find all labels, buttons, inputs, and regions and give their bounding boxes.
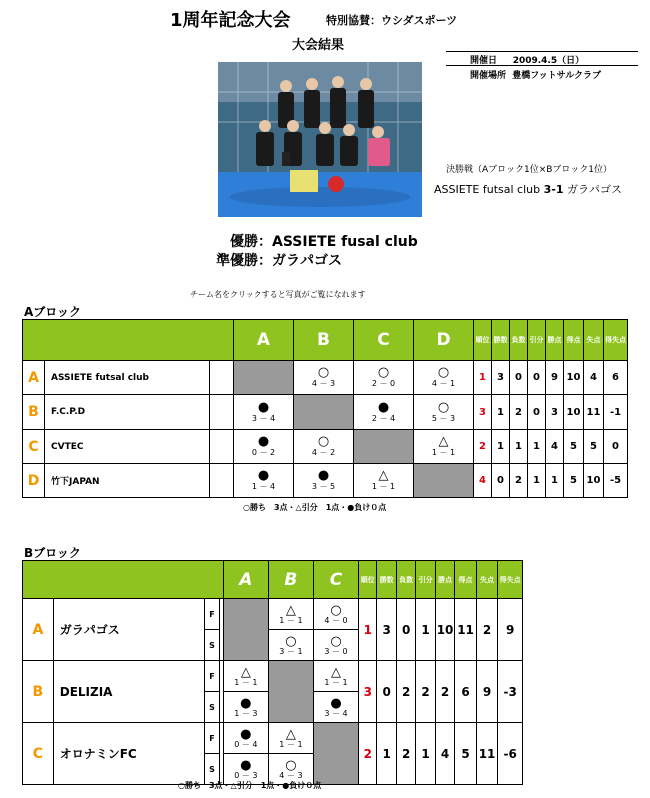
self-match-cell bbox=[414, 464, 474, 498]
block-b-col-a: A bbox=[223, 561, 268, 599]
match-result bbox=[314, 692, 358, 722]
date-value: 2009.4.5（日） bbox=[512, 56, 585, 66]
stat-cell: 10 bbox=[564, 361, 584, 395]
block-b-stat-header: 順位 bbox=[359, 561, 377, 599]
block-a-stat-header: 順位 bbox=[474, 320, 492, 361]
stat-cell: 6 bbox=[604, 361, 628, 395]
match-result-cell bbox=[234, 464, 294, 498]
block-b-stat-header: 勝数 bbox=[377, 561, 396, 599]
match-result bbox=[269, 599, 313, 629]
match-result-cell bbox=[414, 361, 474, 395]
self-match-cell bbox=[354, 430, 414, 464]
match-result bbox=[294, 366, 353, 388]
match-result-cell bbox=[414, 395, 474, 430]
click-note: チーム名をクリックすると写真がご覧になれます bbox=[190, 290, 366, 299]
date-label: 開催日 bbox=[470, 56, 498, 66]
match-result-cell bbox=[294, 361, 354, 395]
stat-cell: 2 bbox=[359, 723, 377, 785]
info-rule-mid bbox=[446, 65, 638, 66]
sponsor-text: 特別協賛：ウシダスポーツ bbox=[326, 14, 458, 27]
match-result-cell bbox=[268, 723, 313, 754]
block-a-col-c: C bbox=[354, 320, 414, 361]
block-a-col-d: D bbox=[414, 320, 474, 361]
match-result bbox=[224, 723, 268, 753]
team-name-link[interactable]: DELIZIA bbox=[53, 661, 205, 723]
stat-cell: -1 bbox=[604, 395, 628, 430]
result-symbol: ● bbox=[257, 468, 270, 484]
spacer-cell bbox=[210, 464, 234, 498]
stat-cell: 1 bbox=[416, 723, 435, 785]
match-score: 1 － 1 bbox=[431, 448, 456, 458]
stat-cell: 1 bbox=[510, 430, 528, 464]
stat-cell: 9 bbox=[546, 361, 564, 395]
match-score: 4 － 0 bbox=[324, 615, 348, 625]
match-score: 1 － 1 bbox=[324, 677, 348, 687]
team-letter: C bbox=[23, 723, 54, 785]
stat-cell: 0 bbox=[492, 464, 510, 498]
match-score: 1 － 3 bbox=[234, 708, 258, 718]
match-result bbox=[224, 692, 268, 722]
stat-cell: 2 bbox=[476, 599, 498, 661]
table-row bbox=[23, 661, 523, 692]
result-symbol: ○ bbox=[317, 365, 330, 381]
block-a-legend: ○勝ち 3点・△引分 1点・●負け０点 bbox=[243, 503, 387, 512]
match-score: 2 － 4 bbox=[371, 413, 396, 423]
stat-cell: 3 bbox=[377, 599, 396, 661]
match-result bbox=[224, 661, 268, 691]
stat-cell: 4 bbox=[435, 723, 454, 785]
match-result-cell bbox=[223, 692, 268, 723]
block-b-stat-header: 得点 bbox=[455, 561, 477, 599]
match-result-cell bbox=[354, 361, 414, 395]
result-symbol: ● bbox=[257, 434, 270, 450]
block-a-stat-header: 失点 bbox=[584, 320, 604, 361]
match-score: 3 － 4 bbox=[251, 413, 276, 423]
info-rule-top bbox=[446, 51, 638, 52]
result-symbol: ● bbox=[377, 399, 390, 415]
stat-cell: 1 bbox=[528, 430, 546, 464]
self-match-cell bbox=[268, 661, 313, 723]
block-b-header-blank bbox=[23, 561, 224, 599]
team-name-link[interactable]: F.C.P.D bbox=[45, 395, 210, 430]
team-name-link[interactable]: ASSIETE futsal club bbox=[45, 361, 210, 395]
result-symbol: △ bbox=[330, 664, 341, 680]
stat-cell: 5 bbox=[584, 430, 604, 464]
s-label: S bbox=[205, 754, 219, 785]
self-match-cell bbox=[294, 395, 354, 430]
result-symbol: ○ bbox=[437, 365, 450, 381]
result-symbol: △ bbox=[285, 726, 296, 742]
table-row bbox=[23, 599, 523, 630]
match-result bbox=[234, 401, 293, 423]
team-letter: A bbox=[23, 599, 54, 661]
match-result bbox=[354, 366, 413, 388]
result-symbol: ● bbox=[240, 695, 252, 711]
result-symbol: ● bbox=[330, 695, 342, 711]
block-a-header-row bbox=[23, 320, 628, 361]
match-result-cell bbox=[313, 692, 358, 723]
stat-cell: 4 bbox=[474, 464, 492, 498]
block-b-legend: ○勝ち 3点・△引分 1点・●負け０点 bbox=[178, 781, 322, 790]
stat-cell: 2 bbox=[510, 395, 528, 430]
stat-cell: 10 bbox=[564, 395, 584, 430]
team-letter: B bbox=[23, 395, 45, 430]
result-symbol: ○ bbox=[317, 434, 330, 450]
match-score: 4 － 3 bbox=[279, 770, 303, 780]
stat-cell: 0 bbox=[510, 361, 528, 395]
match-score: 2 － 0 bbox=[371, 379, 396, 389]
block-a-stat-header: 得点 bbox=[564, 320, 584, 361]
block-b-col-b: B bbox=[268, 561, 313, 599]
stat-cell: -3 bbox=[498, 661, 523, 723]
match-result-cell bbox=[234, 395, 294, 430]
match-score: 4 － 1 bbox=[431, 379, 456, 389]
stat-cell: 0 bbox=[528, 395, 546, 430]
match-result-cell bbox=[414, 430, 474, 464]
stat-cell: 1 bbox=[377, 723, 396, 785]
match-score: 0 － 2 bbox=[251, 448, 276, 458]
match-result bbox=[414, 435, 473, 457]
match-result bbox=[294, 469, 353, 491]
table-row bbox=[23, 723, 523, 754]
match-result bbox=[314, 661, 358, 691]
stat-cell: 1 bbox=[359, 599, 377, 661]
spacer-cell bbox=[210, 361, 234, 395]
stat-cell: 2 bbox=[416, 661, 435, 723]
block-b-header-row bbox=[23, 561, 523, 599]
stat-cell: 1 bbox=[474, 361, 492, 395]
match-result-cell bbox=[223, 661, 268, 692]
f-label: F bbox=[205, 723, 219, 754]
match-score: 1 － 1 bbox=[234, 677, 258, 687]
match-score: 3 － 4 bbox=[324, 708, 348, 718]
block-b-table bbox=[22, 560, 523, 785]
match-score: 0 － 4 bbox=[234, 739, 258, 749]
team-name-link[interactable]: オロナミンFC bbox=[53, 723, 205, 785]
result-symbol: △ bbox=[438, 434, 449, 450]
final-score: 3-1 bbox=[543, 183, 564, 196]
stat-cell: 2 bbox=[435, 661, 454, 723]
table-row bbox=[23, 464, 628, 498]
block-b-stat-header: 負数 bbox=[396, 561, 415, 599]
stat-cell: 2 bbox=[396, 661, 415, 723]
block-b-col-c: C bbox=[313, 561, 358, 599]
result-symbol: ○ bbox=[285, 633, 297, 649]
match-result-cell bbox=[268, 630, 313, 661]
stat-cell: 2 bbox=[396, 723, 415, 785]
match-result bbox=[314, 599, 358, 629]
match-result bbox=[414, 401, 473, 423]
table-row bbox=[23, 430, 628, 464]
match-result-cell bbox=[234, 430, 294, 464]
team-letter: C bbox=[23, 430, 45, 464]
stat-cell: 3 bbox=[359, 661, 377, 723]
stat-cell: 1 bbox=[528, 464, 546, 498]
stat-cell: 11 bbox=[476, 723, 498, 785]
stat-cell: 0 bbox=[604, 430, 628, 464]
spacer-cell bbox=[210, 430, 234, 464]
match-score: 1 － 4 bbox=[251, 482, 276, 492]
result-symbol: ● bbox=[240, 726, 252, 742]
self-match-cell bbox=[223, 599, 268, 661]
stat-cell: 0 bbox=[377, 661, 396, 723]
match-result bbox=[354, 469, 413, 491]
stat-cell: 2 bbox=[474, 430, 492, 464]
match-result bbox=[314, 630, 358, 660]
match-score: 0 － 3 bbox=[234, 770, 258, 780]
block-b-stat-header: 引分 bbox=[416, 561, 435, 599]
stat-cell: 1 bbox=[492, 395, 510, 430]
stat-cell: 0 bbox=[396, 599, 415, 661]
match-score: 1 － 1 bbox=[371, 482, 396, 492]
team-letter: A bbox=[23, 361, 45, 395]
match-result bbox=[269, 630, 313, 660]
match-score: 1 － 1 bbox=[279, 615, 303, 625]
block-b-stat-header: 失点 bbox=[476, 561, 498, 599]
match-result-cell bbox=[223, 723, 268, 754]
match-score: 4 － 3 bbox=[311, 379, 336, 389]
final-match-result bbox=[434, 181, 622, 197]
table-row bbox=[23, 395, 628, 430]
runner-up-text: 準優勝：ガラパゴス bbox=[216, 253, 342, 269]
block-a-stat-header: 負数 bbox=[510, 320, 528, 361]
stat-cell: 4 bbox=[584, 361, 604, 395]
match-result-cell bbox=[313, 661, 358, 692]
block-a-stat-header: 勝点 bbox=[546, 320, 564, 361]
stat-cell: 5 bbox=[455, 723, 477, 785]
block-a-table bbox=[22, 319, 628, 498]
match-score: 4 － 2 bbox=[311, 448, 336, 458]
stat-cell: 5 bbox=[564, 430, 584, 464]
page-title: 1周年記念大会 bbox=[170, 10, 291, 31]
match-result bbox=[234, 435, 293, 457]
result-symbol: ○ bbox=[330, 633, 342, 649]
team-letter: B bbox=[23, 661, 54, 723]
f-label: F bbox=[205, 599, 219, 630]
match-result bbox=[269, 723, 313, 753]
stat-cell: 1 bbox=[546, 464, 564, 498]
venue-value: 豊橋フットサルクラブ bbox=[512, 71, 602, 81]
match-result bbox=[234, 469, 293, 491]
team-photo-illustration bbox=[218, 62, 422, 217]
result-symbol: ○ bbox=[377, 365, 390, 381]
result-title: 大会結果 bbox=[292, 38, 345, 53]
block-a-col-a: A bbox=[234, 320, 294, 361]
table-row bbox=[23, 361, 628, 395]
result-symbol: ○ bbox=[330, 602, 342, 618]
match-result-cell bbox=[294, 464, 354, 498]
match-result bbox=[354, 401, 413, 423]
stat-cell: 11 bbox=[455, 599, 477, 661]
stat-cell: 1 bbox=[416, 599, 435, 661]
result-symbol: ● bbox=[240, 757, 252, 773]
match-result-cell bbox=[294, 430, 354, 464]
venue-label: 開催場所 bbox=[470, 71, 507, 81]
block-a-title: Aブロック bbox=[24, 305, 82, 319]
match-score: 3 － 5 bbox=[311, 482, 336, 492]
stat-cell: 11 bbox=[584, 395, 604, 430]
block-b-stat-header: 勝点 bbox=[435, 561, 454, 599]
stat-cell: 0 bbox=[528, 361, 546, 395]
stat-cell: -5 bbox=[604, 464, 628, 498]
match-score: 3 － 1 bbox=[279, 646, 303, 656]
venue-info bbox=[470, 68, 601, 81]
stat-cell: -6 bbox=[498, 723, 523, 785]
match-score: 3 － 0 bbox=[324, 646, 348, 656]
stat-cell: 4 bbox=[546, 430, 564, 464]
stat-cell: 3 bbox=[474, 395, 492, 430]
final-team-b: ガラパゴス bbox=[566, 183, 622, 196]
stat-cell: 9 bbox=[476, 661, 498, 723]
block-a-col-b: B bbox=[294, 320, 354, 361]
result-symbol: ○ bbox=[437, 399, 450, 415]
s-label: S bbox=[205, 630, 219, 661]
stat-cell: 9 bbox=[498, 599, 523, 661]
result-symbol: △ bbox=[378, 468, 389, 484]
block-a-header-blank bbox=[23, 320, 234, 361]
stat-cell: 1 bbox=[492, 430, 510, 464]
match-score: 5 － 3 bbox=[431, 413, 456, 423]
block-b-stat-header: 得失点 bbox=[498, 561, 523, 599]
stat-cell: 2 bbox=[510, 464, 528, 498]
stat-cell: 10 bbox=[435, 599, 454, 661]
match-result bbox=[294, 435, 353, 457]
match-result-cell bbox=[354, 464, 414, 498]
match-result-cell bbox=[313, 630, 358, 661]
spacer-cell bbox=[210, 395, 234, 430]
stat-cell: 10 bbox=[584, 464, 604, 498]
stat-cell: 3 bbox=[492, 361, 510, 395]
block-a-stat-header: 引分 bbox=[528, 320, 546, 361]
block-a-stat-header: 勝数 bbox=[492, 320, 510, 361]
self-match-cell bbox=[234, 361, 294, 395]
final-team-a: ASSIETE futsal club bbox=[434, 183, 541, 196]
block-a-stat-header: 得失点 bbox=[604, 320, 628, 361]
match-result-cell bbox=[354, 395, 414, 430]
match-result bbox=[414, 366, 473, 388]
team-name-link[interactable]: CVTEC bbox=[45, 430, 210, 464]
team-name-link[interactable]: ガラパゴス bbox=[53, 599, 205, 661]
match-result-cell bbox=[268, 599, 313, 630]
stat-cell: 3 bbox=[546, 395, 564, 430]
result-symbol: ○ bbox=[285, 757, 297, 773]
match-result-cell bbox=[313, 599, 358, 630]
s-label: S bbox=[205, 692, 219, 723]
result-symbol: △ bbox=[240, 664, 251, 680]
match-score: 1 － 1 bbox=[279, 739, 303, 749]
self-match-cell bbox=[313, 723, 358, 785]
f-label: F bbox=[205, 661, 219, 692]
stat-cell: 6 bbox=[455, 661, 477, 723]
result-symbol: △ bbox=[285, 602, 296, 618]
block-b-title: Bブロック bbox=[24, 546, 81, 560]
champion-text: 優勝：ASSIETE fusal club bbox=[230, 234, 418, 250]
result-symbol: ● bbox=[257, 399, 270, 415]
stat-cell: 5 bbox=[564, 464, 584, 498]
team-letter: D bbox=[23, 464, 45, 498]
team-photo bbox=[218, 62, 422, 217]
team-name-link[interactable]: 竹下JAPAN bbox=[45, 464, 210, 498]
final-match-label: 決勝戦（Aブロック1位×Bブロック1位） bbox=[446, 165, 612, 175]
result-symbol: ● bbox=[317, 468, 330, 484]
